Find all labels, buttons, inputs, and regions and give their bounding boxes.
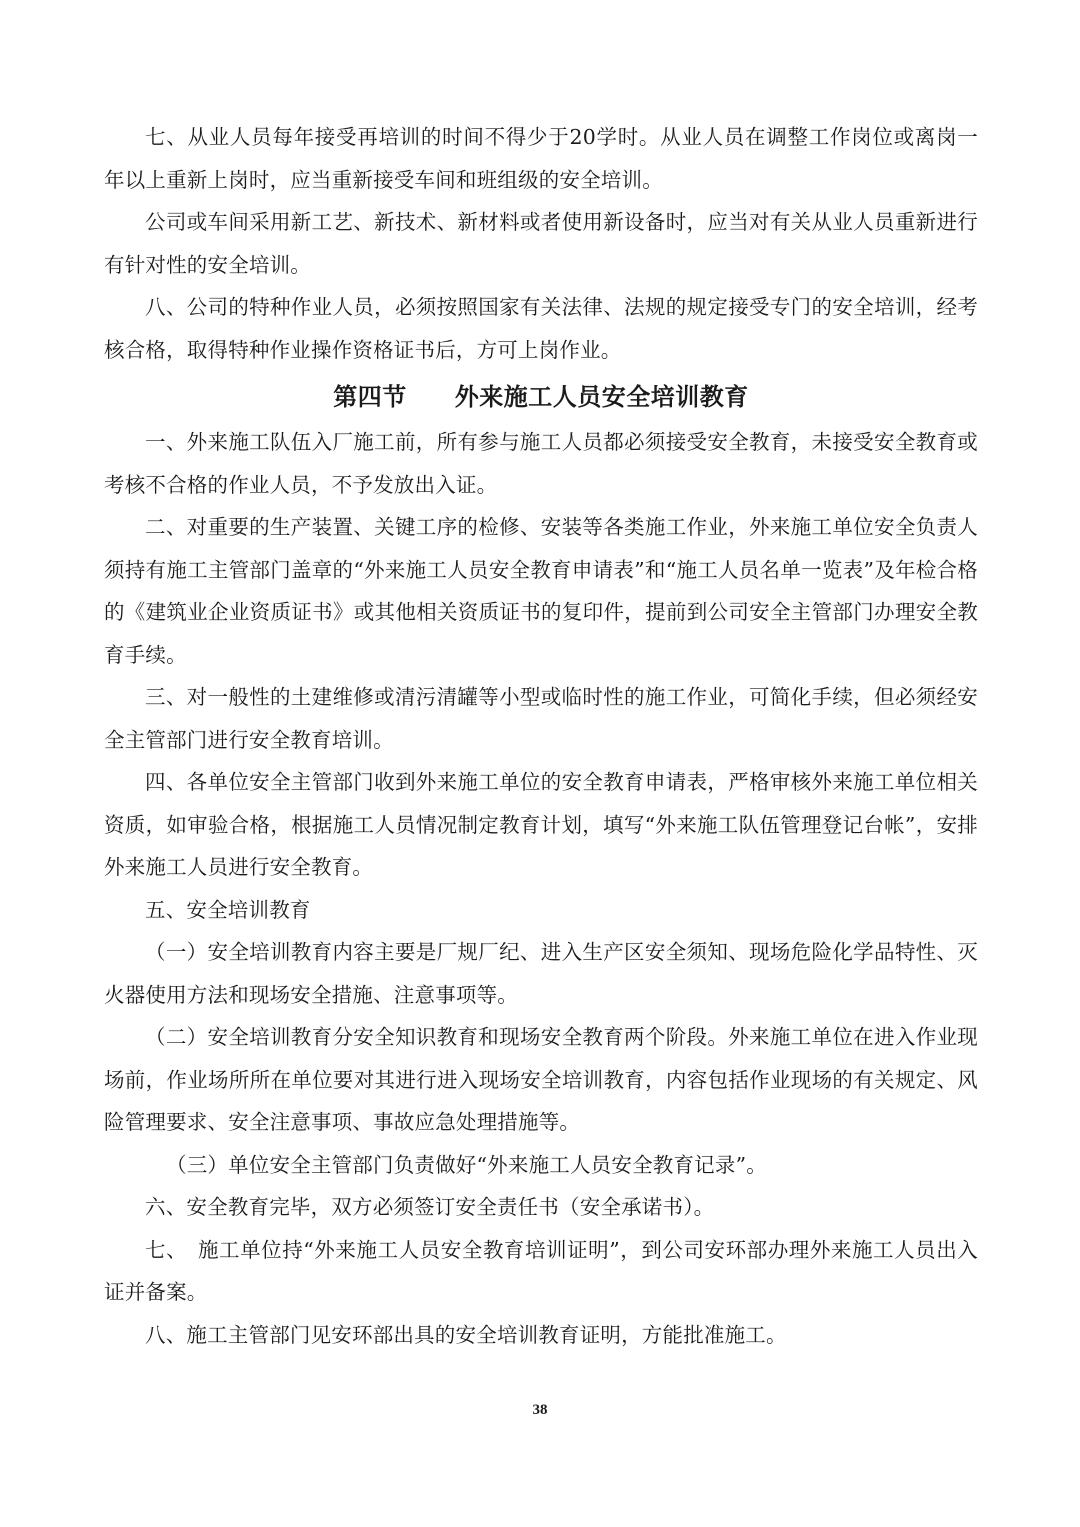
section-heading <box>104 375 978 419</box>
page-number: 38 <box>532 1402 548 1418</box>
paragraph-item-6: 六、安全教育完毕，双方必须签订安全责任书（安全承诺书）。 <box>145 1195 715 1219</box>
paragraph-item-7: 七、 施工单位持“外来施工人员安全教育培训证明”，到公司安环部办理外来施工人员出入证并备案。 <box>104 1237 978 1304</box>
paragraph-item-7-retraining: 七、从业人员每年接受再培训的时间不得少于20学时。从业人员在调整工作岗位或离岗一年以上重新上岗时，应当重新接受车间和班组级的安全培训。 <box>104 125 978 192</box>
paragraph-item-1: 一、外来施工队伍入厂施工前，所有参与施工人员都必须接受安全教育，未接受安全教育或考核不合格的作业人员，不予发放出入证。 <box>104 430 978 497</box>
paragraph-new-process-training: 公司或车间采用新工艺、新技术、新材料或者使用新设备时，应当对有关从业人员重新进行有针对性的安全培训。 <box>104 210 978 277</box>
paragraph-item-8: 八、施工主管部门见安环部出具的安全培训教育证明，方能批准施工。 <box>145 1322 787 1347</box>
section-number: 第四节 <box>333 382 407 411</box>
paragraph-item-5-sub-2: （二）安全培训教育分安全知识教育和现场安全教育两个阶段。外来施工单位在进入作业现场前，作业场所所在单位要对其进行进入现场安全培训教育，内容包括作业现场的有关规定、风险管理要求、安全注意事项、事故应急处理措施等。 <box>104 1025 978 1134</box>
paragraph-item-5-heading: 五、安全培训教育 <box>145 897 311 922</box>
paragraph-item-8-special-operators: 八、公司的特种作业人员，必须按照国家有关法律、法规的规定接受专门的安全培训，经考核合格，取得特种作业操作资格证书后，方可上岗作业。 <box>104 295 978 362</box>
section-title-text: 外来施工人员安全培训教育 <box>454 382 749 411</box>
paragraph-item-3: 三、对一般性的土建维修或清污清罐等小型或临时性的施工作业，可简化手续，但必须经安全主管部门进行安全教育培训。 <box>104 685 978 752</box>
document-page <box>104 116 978 1356</box>
paragraph-item-4: 四、各单位安全主管部门收到外来施工单位的安全教育申请表，严格审核外来施工单位相关资质，如审验合格，根据施工人员情况制定教育计划，填写“外来施工队伍管理登记台帐”，安排外来施工人员进行安全教育。 <box>104 770 978 879</box>
paragraph-item-5-sub-1: （一）安全培训教育内容主要是厂规厂纪、进入生产区安全须知、现场危险化学品特性、灭火器使用方法和现场安全措施、注意事项等。 <box>104 940 978 1007</box>
paragraph-item-2: 二、对重要的生产装置、关键工序的检修、安装等各类施工作业，外来施工单位安全负责人须持有施工主管部门盖章的“外来施工人员安全教育申请表”和“施工人员名单一览表”及年检合格的《建筑业企业资质证书》或其他相关资质证书的复印件，提前到公司安全主管部门办理安全教育手续。 <box>104 515 978 667</box>
paragraph-item-5-sub-3: （三）单位安全主管部门负责做好“外来施工人员安全教育记录”。 <box>166 1152 767 1177</box>
